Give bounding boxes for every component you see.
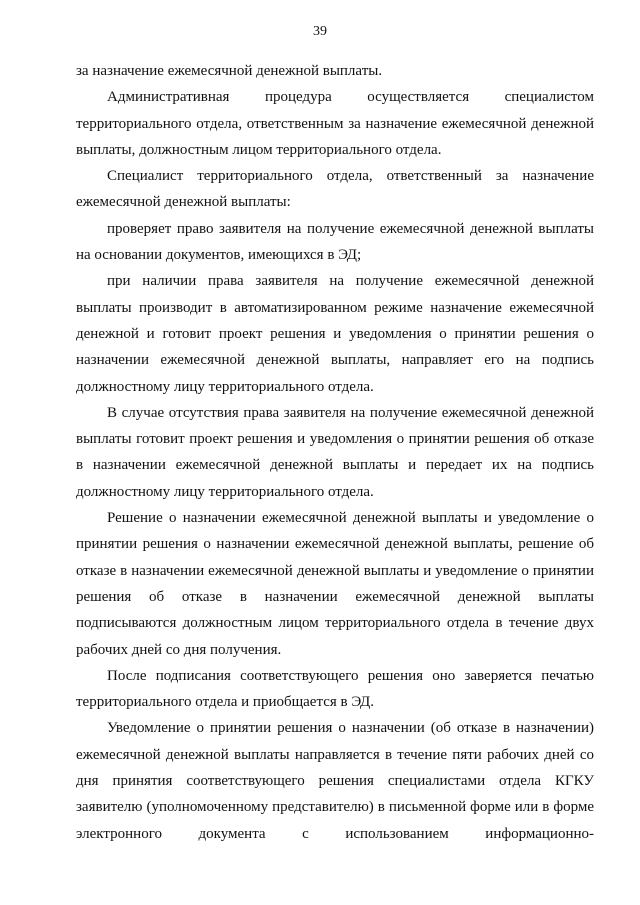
page-number: 39	[313, 24, 327, 39]
paragraph-if-right: при наличии права заявителя на получение ежемесячной денежной выплаты производит в автоматизированном режиме назначение ежемесячной денежной и готовит проект решения и уведомления о принятии решения о назначении ежемесячной денежной выплаты, направляет его на подпись должностному лицу территориального отдела.	[76, 273, 594, 395]
document-body	[76, 58, 594, 847]
paragraph-after-signing: После подписания соответствующего решения оно заверяется печатью территориального отдела и приобщается в ЭД.	[76, 667, 594, 711]
paragraph-if-no-right: В случае отсутствия права заявителя на получение ежемесячной денежной выплаты готовит проект решения и уведомления о принятии решения об отказе в назначении ежемесячной денежной выплаты и передает их на подпись должностному лицу территориального отдела.	[76, 404, 594, 500]
paragraph-check-right: проверяет право заявителя на получение ежемесячной денежной выплаты на основании документов, имеющихся в ЭД;	[76, 220, 594, 264]
paragraph-specialist: Специалист территориального отдела, ответственный за назначение ежемесячной денежной выплаты:	[76, 168, 594, 211]
paragraph-notification: Уведомление о принятии решения о назначении (об отказе в назначении) ежемесячной денежной выплаты направляется в течение пяти рабочих дней со дня принятия соответствующего решения специалистами отдела КГКУ заявителю (уполномоченному представителю) в письменной форме или в форме электронного документа с использованием информационно-	[76, 720, 594, 842]
paragraph-continuation: за назначение ежемесячной денежной выплаты.	[76, 63, 383, 79]
paragraph-decision-signing: Решение о назначении ежемесячной денежной выплаты и уведомление о принятии решения о назначении ежемесячной денежной выплаты, решение об отказе в назначении ежемесячной денежной выплаты и уведомление о принятии решения об отказе в назначении ежемесячной денежной выплаты подписываются должностным лицом территориального отдела в течение двух рабочих дней со дня получения.	[76, 510, 594, 658]
paragraph-procedure: Административная процедура осуществляется специалистом территориального отдела, ответственным за назначение ежемесячной денежной выплаты, должностным лицом территориального отдела.	[76, 89, 594, 158]
